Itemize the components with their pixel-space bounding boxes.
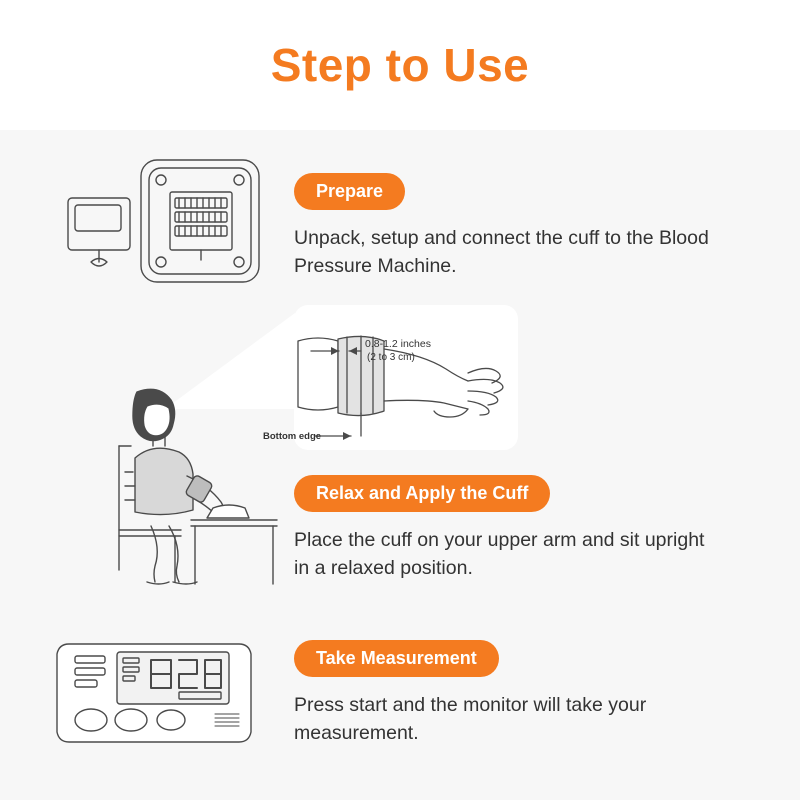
step-prepare-description: Unpack, setup and connect the cuff to the Blood Pressure Machine. [294,227,709,278]
step-measurement [294,640,724,748]
step-measurement-badge: Take Measurement [294,640,499,677]
cuff-bottom-edge-label: Bottom edge [263,431,322,442]
page-title: Step to Use [270,39,530,91]
measurement-illustration [55,630,265,760]
steps-container [0,130,800,800]
step-relax-badge: Relax and Apply the Cuff [294,475,550,512]
step-measurement-description: Press start and the monitor will take your measurement. [294,694,647,745]
step-prepare-badge: Prepare [294,173,405,210]
step-relax [294,475,724,583]
step-relax-description: Place the cuff on your upper arm and sit upright in a relaxed position. [294,529,705,580]
step-prepare [294,173,724,281]
prepare-illustration [55,150,275,290]
page-header [0,0,800,130]
cuff-measure-label-line2: (2 to 3 cm) [367,352,415,363]
cuff-measure-label-line1: 0.8-1.2 inches [365,338,431,350]
relax-illustration [95,380,275,590]
